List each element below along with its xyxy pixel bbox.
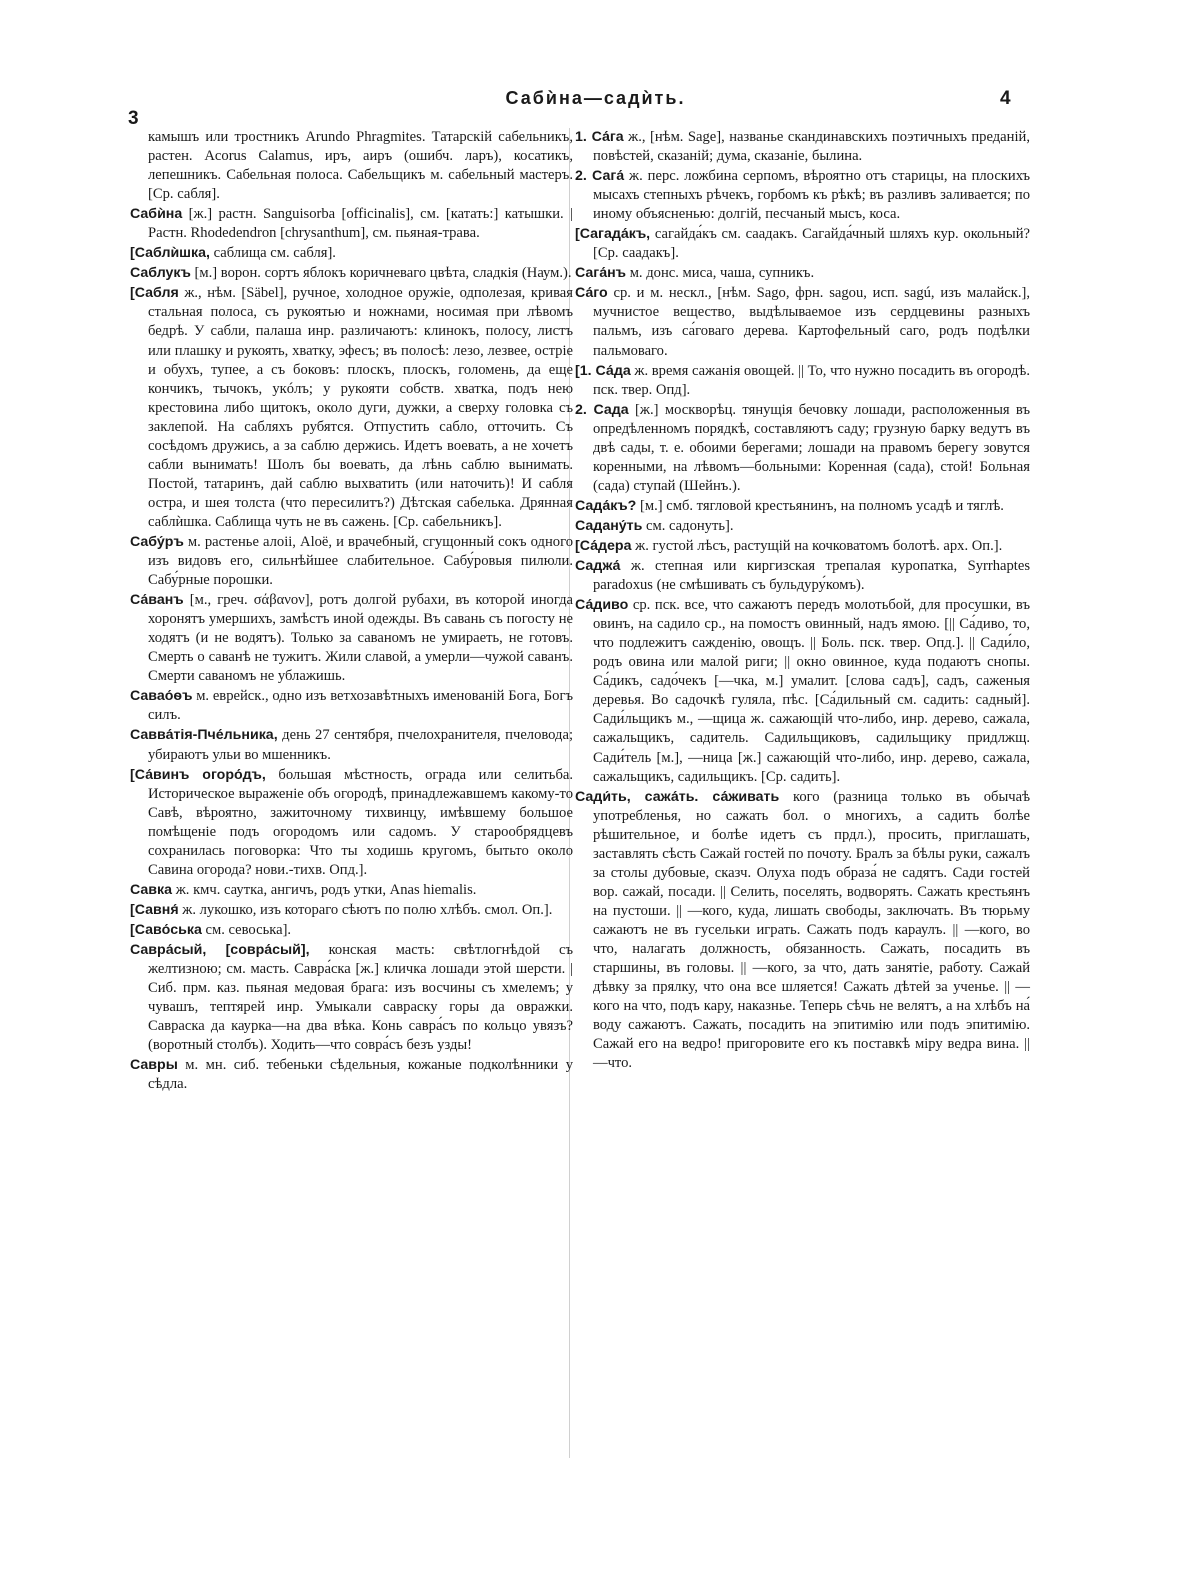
dictionary-entry bbox=[575, 225, 1030, 263]
dictionary-entry bbox=[130, 128, 573, 204]
entry-headword: [1. Са́да bbox=[575, 362, 631, 379]
entry-definition: ж. перс. ложбина серпомъ, вѣроятно отъ старицы, на плоскихъ мысахъ степныхъ рѣчекъ, горбомъ къ рѣкѣ; въ разливъ заливается; по иному объясненью: долгій, песчаный мысъ, коса. bbox=[593, 168, 1030, 223]
entry-definition: саблища см. сабля]. bbox=[213, 245, 336, 262]
entry-headword: Садану́ть bbox=[575, 517, 643, 534]
entry-headword: [Са́винъ огоро́дъ, bbox=[130, 766, 266, 783]
entry-headword: [Саблѝшка, bbox=[130, 245, 210, 262]
dictionary-entry bbox=[130, 766, 573, 880]
dictionary-entry bbox=[575, 284, 1030, 360]
left-column bbox=[130, 128, 573, 1095]
dictionary-entry bbox=[130, 284, 573, 532]
dictionary-entry bbox=[575, 362, 1030, 400]
entry-definition: камышъ или тростникъ Arundo Phragmites. Татарскій сабельникъ, растен. Acorus Calamus, иръ, аиръ (ошибч. ларъ), косатикъ, лепешникъ. Сабельная полоса. Сабельщикъ м. сабельный мастеръ. [Ср. сабля]. bbox=[148, 129, 573, 203]
entry-headword: 2. Сада bbox=[575, 401, 629, 418]
dictionary-entry bbox=[130, 921, 573, 940]
entry-headword: Са́ванъ bbox=[130, 592, 184, 609]
dictionary-entry bbox=[575, 167, 1030, 224]
entry-headword: [Сабля bbox=[130, 285, 179, 302]
dictionary-entry bbox=[130, 726, 573, 764]
dictionary-entry bbox=[575, 128, 1030, 166]
page-number-right: 4 bbox=[1000, 88, 1011, 109]
entry-headword: Са́го bbox=[575, 285, 608, 302]
running-head: Сабѝна—садѝть. bbox=[505, 88, 686, 108]
dictionary-entry bbox=[575, 497, 1030, 516]
entry-headword: Савва́тія-Пче́льника, bbox=[130, 727, 278, 744]
dictionary-entry bbox=[130, 591, 573, 686]
entry-definition: [ж.] москворѣц. тянущія бечовку лошади, расположенныя въ опредѣленномъ порядкѣ, составляютъ саду; грузную барку ведутъ въ двѣ сады, т. е. обоими берегами; лошади на правомъ берегу зовутся коренными, на лѣвомъ—больными: Коренная (сада), стой! Больная (сада) ступай (Шейнъ.). bbox=[593, 401, 1031, 494]
dictionary-entry bbox=[575, 264, 1030, 283]
entry-definition: сагайда́къ см. саадакъ. Сагайда́чный шляхъ кур. окольный? [Ср. саадакъ]. bbox=[593, 226, 1030, 262]
entry-definition: см. садонуть]. bbox=[646, 517, 734, 534]
entry-definition: большая мѣстность, ограда или селитьба. Историческое выраженіе объ огородѣ, принадлежавшемъ какому-то Савѣ, вѣроятно, зажиточному тихвинцу, имѣвшему большое помѣщеніе подъ огородомъ или садомъ. У старообрядцевъ сохранилась поговорка: Что ты ходишь кругомъ, бытьто около Савина огорода? нови.-тихв. Опд.]. bbox=[148, 766, 573, 878]
entry-headword: Саблукъ bbox=[130, 265, 191, 282]
entry-headword: Сабѝна bbox=[130, 206, 183, 223]
entry-definition: [м.] смб. тягловой крестьянинъ, на полномъ усадѣ и тяглѣ. bbox=[639, 497, 1004, 514]
entry-headword: [Сагада́къ, bbox=[575, 226, 651, 243]
entry-headword: Савао́ѳъ bbox=[130, 688, 193, 705]
right-column bbox=[575, 128, 1030, 1074]
entry-headword: Сада́къ? bbox=[575, 497, 637, 514]
dictionary-entry bbox=[130, 687, 573, 725]
entry-definition: ср. пск. все, что сажаютъ передъ молотьбой, для просушки, въ овинъ, на садило ср., на помостъ овинный, надъ ямою. [|| Са́диво, то, что подлежитъ сажденію, овощъ. || Боль. пск. твер. Опд.]. || Сади́ло, родъ овина или малой риги; || окно овинное, куда подаютъ снопы. Са́дикъ, садо́чекъ [—чка, м.] умалит. [слова садъ], садъ, саженыя деревья. Во садочкѣ гуляла, пѣс. [Са́дильный см. садить: садный]. Сади́льщикъ м., —щица ж. сажающій что-либо, инр. дерево, сажала, сажальщикъ, садитель. Садильщиковъ, садильщику придлжщ. Сади́тель [м.], —ница [ж.] сажающій что-либо, инр. дерево, сажала, сажальщикъ, садильщикъ. [Ср. садить]. bbox=[593, 597, 1030, 785]
entry-headword: Сага́нъ bbox=[575, 265, 627, 282]
entry-definition: м. мн. сиб. тебеньки сѣдельныя, кожаные подколѣнники у сѣдла. bbox=[148, 1057, 573, 1093]
entry-definition: [ж.] растн. Sanguisorba [officinalis], см. [катать:] катышки. | Растн. Rhodedendron [chrysanthum], см. пьяная-трава. bbox=[148, 206, 573, 242]
dictionary-entry bbox=[575, 517, 1030, 536]
entry-definition: ж. время сажанія овощей. || То, что нужно посадить въ огородѣ. пск. твер. Опд]. bbox=[593, 362, 1030, 398]
dictionary-entry bbox=[130, 244, 573, 263]
entry-definition: ж., нѣм. [Säbel], ручное, холодное оружіе, одполезая, кривая стальная полоса, съ рукоятью и ножнами, носимая при лѣвомъ бедрѣ. У сабли, палаша инр. различаютъ: клинокъ, полосу, листъ или плашку и рукоять, хватку, эфесъ; въ полосѣ: лезо, лезвее, остріе и обухъ, тупее, а съ боковъ: плоскъ, плоскъ, голомень, да еще кончикъ, тычокъ, укóлъ; у рукояти собств. хватка, подъ нею крестовина либо щитокъ, около дуги, дужки, а сверху головка съ заклепой. На сабляхъ рубятся. Отпустить сабло, отточить. Съ сосѣдомъ дружись, а за саблю держись. Идетъ воевать, а не хочетъ сабли вынимать! Шолъ бы воевать, да лѣнь саблю вынимать. Постой, татаринъ, дай саблю выхватить (или наточить)! И сабля остра, и шея толста (что пересилитъ?) Дѣтская сабелька. Дрянная саблѝшка. Саблища чуть не въ сажень. [Ср. сабельникъ]. bbox=[148, 285, 573, 530]
entry-headword: Савра́сый, [совра́сый], bbox=[130, 941, 310, 958]
page-number-left: 3 bbox=[128, 108, 139, 129]
entry-headword: [Савня́ bbox=[130, 901, 179, 918]
dictionary-entry bbox=[575, 537, 1030, 556]
dictionary-entry bbox=[575, 788, 1030, 1074]
dictionary-entry bbox=[130, 264, 573, 283]
entry-headword: [Са́дера bbox=[575, 537, 632, 554]
entry-headword: 2. Сага́ bbox=[575, 168, 625, 185]
entry-definition: ж., [нѣм. Sage], названье скандинавскихъ поэтичныхъ преданій, повѣстей, сказаній; дума, сказаніе, былина. bbox=[593, 129, 1030, 165]
dictionary-entry bbox=[130, 205, 573, 243]
entry-headword: Сабу́ръ bbox=[130, 533, 184, 550]
entry-headword: Савры bbox=[130, 1057, 178, 1074]
dictionary-entry bbox=[130, 533, 573, 590]
entry-headword: Савка bbox=[130, 881, 173, 898]
entry-definition: [м., греч. σάβανον], ротъ долгой рубахи, въ которой иногда хоронятъ умершихъ, замѣстъ иной одежды. Въ савань съ погосту не ходятъ (и не водятъ). Только за саваномъ не умираеть, не готовъ. Смерть о саванѣ не тужитъ. Жили славой, а умерли—чужой саванъ. Смерти саваномъ не ублажишь. bbox=[148, 592, 573, 685]
entry-definition: ж. лукошко, изъ котораго сѣютъ по полю хлѣбъ. смол. Оп.]. bbox=[182, 901, 553, 918]
dictionary-entry bbox=[130, 941, 573, 1055]
entry-headword: Сади́ть, сажа́ть. са́живать bbox=[575, 788, 780, 805]
entry-definition: день 27 сентября, пчелохранителя, пчеловода; убираютъ ульи во мшенникъ. bbox=[148, 727, 574, 763]
entry-headword: [Саво́ська bbox=[130, 921, 202, 938]
dictionary-entry bbox=[575, 401, 1030, 496]
entry-definition: ж. кмч. саутка, ангичъ, родъ утки, Anas hiemalis. bbox=[175, 881, 477, 898]
entry-headword: 1. Са́га bbox=[575, 129, 624, 145]
entry-definition: [м.] ворон. сортъ яблокъ коричневаго цвѣта, сладкія (Наум.). bbox=[194, 265, 572, 282]
entry-definition: кого (разница только въ обычаѣ употребленья, но сажать бол. о многихъ, а садить болѣе рѣшительное, и болѣе идетъ съ прдл.), просить, приглашать, заставлять сѣсть Сажай гостей по почоту. Бралъ за бѣлы руки, сажалъ за столы дубовые, сказч. Олуха подъ образа́ не садятъ. Сади гостей вор. сажай, посади. || Селить, поселять, водворять. Сажать крестьянъ на пустоши. || —кого, куда, лишать свободы, заключать. Въ тюрьму сажаютъ не въ гусельки играть. Сажать подъ караулъ. || —кого, во что, налагать должность, обязанность. Сажать, посадить въ старшины, въ головы. || —кого, за что, дать занятіе, работу. Сажай дѣвку за прялку, что она все шляется! Сажать дѣтей за ученье. || —кого на что, подъ кару, наказнье. Теперь сѣчь не велятъ, а на хлѣбъ на́ воду сажаютъ. Сажать, посадить на эпитимію или подъ эпитимію. Сажай его на ведро! пригоровите его къ поставкѣ міру ведра вина. || —что. bbox=[593, 788, 1030, 1072]
entry-definition: ср. и м. нескл., [нѣм. Sago, фрн. sagou, исп. sagú, изъ малайск.], мучнистое вещество, выдѣлываемое изъ сердцевины разныхъ пальмъ, изъ са́говаго дерева. Картофельный саго, родъ подѣлки пальмоваго. bbox=[593, 285, 1030, 359]
entry-definition: ж. густой лѣсъ, растущій на кочковатомъ болотѣ. арх. Оп.]. bbox=[635, 537, 1003, 554]
entry-definition: м. еврейск., одно изъ ветхозавѣтныхъ именованій Бога, Богъ силъ. bbox=[148, 688, 573, 724]
dictionary-entry bbox=[130, 881, 573, 900]
dictionary-entry bbox=[130, 1056, 573, 1094]
dictionary-entry bbox=[575, 557, 1030, 595]
dictionary-entry bbox=[130, 901, 573, 920]
entry-headword: Са́диво bbox=[575, 597, 629, 614]
dictionary-entry bbox=[575, 596, 1030, 786]
entry-definition: м. растенье алоіі, Aloë, и врачебный, сгущонный сокъ одного изъ видовъ его, сильнѣйшее слабительное. Сабу́ровыя пилюли. Сабу́рные порошки. bbox=[148, 533, 573, 589]
entry-definition: см. севоська]. bbox=[205, 921, 292, 938]
entry-definition: м. донс. миса, чаша, супникъ. bbox=[629, 265, 815, 282]
entry-definition: ж. степная или киргизская трепалая куропатка, Syrrhaptes paradoxus (не смѣшивать съ бульдуру́комъ). bbox=[593, 558, 1030, 594]
entry-headword: Саджа́ bbox=[575, 558, 621, 575]
entry-definition: конская масть: свѣтлогнѣдой съ желтизною; см. масть. Савра́ска [ж.] кличка лошади этой шерсти. | Сиб. прм. каз. пьяная медовая брага: изъ восчины съ хмелемъ; у чувашъ, тептярей инр. Умыкали савраску горы да овражки. Савраска да каурка—на два вѣка. Конь савра́съ по кольцо увязъ? (воротный столбъ). Ходить—что совра́съ безъ узды! bbox=[148, 941, 573, 1054]
